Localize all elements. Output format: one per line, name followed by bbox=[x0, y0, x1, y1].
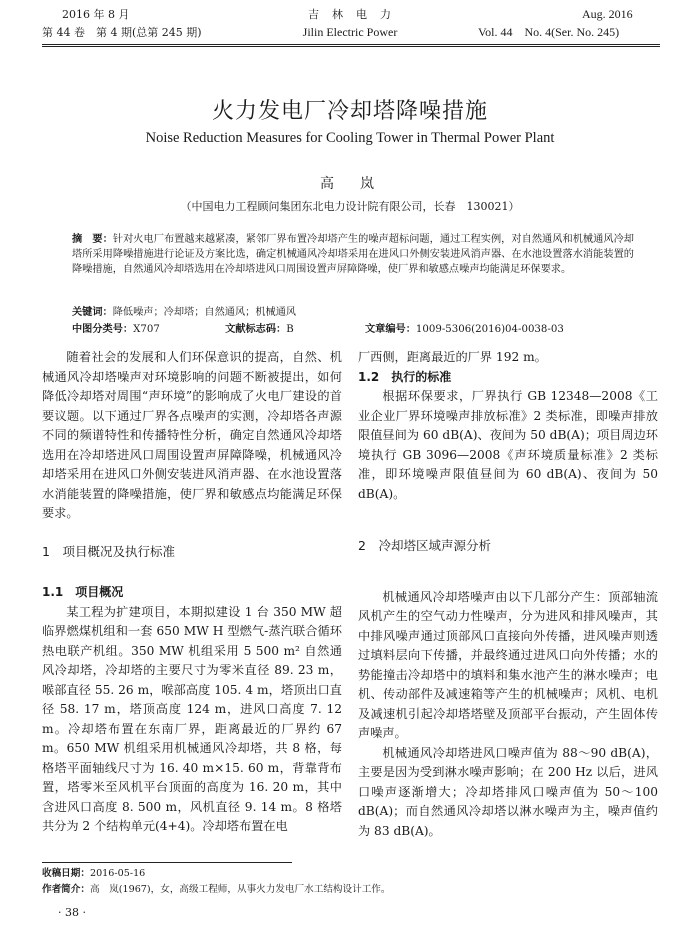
author-name: 高 岚 bbox=[320, 176, 380, 192]
footnote-received bbox=[42, 866, 145, 881]
header-journal-en: Jilin Electric Power bbox=[302, 25, 398, 39]
keywords-label: 关键词： bbox=[72, 307, 113, 318]
section-2-paragraph-2: 机械通风冷却塔进风口噪声值为 88～90 dB(A)，主要是因为受到淋水噪声影响；在 200 Hz 以后，进风口噪声逐渐增大；冷却塔排风口噪声值为 50～100 dB(A)；而自然通风冷却塔以淋水噪声为主，噪声值约为 83 dB(A)。 bbox=[358, 745, 658, 838]
page-number: · 38 · bbox=[58, 906, 86, 919]
continued-text: 厂西侧，距离最近的厂界 192 m。 bbox=[358, 350, 547, 364]
abstract bbox=[72, 232, 634, 277]
left-column bbox=[42, 348, 342, 837]
right-column bbox=[358, 348, 658, 841]
intro-paragraph: 随着社会的发展和人们环保意识的提高，自然、机械通风冷却塔噪声对环境影响的问题不断被提出，如何降低冷却塔对周围“声环境”的影响成了火电厂建设的首要议题。以下通过厂界各点噪声的实测，冷却塔各声源不同的频谱特性和传播特性分析，确定自然通风冷却塔选用在冷却塔进风口周围设置声屏障降噪，机械通风冷却塔采用在进风口外侧安装进风消声器、在水池设置落水消能装置的降噪措施，使厂界和敏感点均能满足环保要求。 bbox=[42, 350, 342, 520]
section-1-heading: 1 项目概况及执行标准 bbox=[42, 543, 175, 559]
section-1-1-heading: 1.1 项目概况 bbox=[42, 585, 124, 599]
doc-code-value: B bbox=[286, 324, 294, 335]
article-no-label: 文章编号： bbox=[364, 324, 416, 335]
header-rule-2 bbox=[42, 46, 660, 47]
clc-label: 中图分类号： bbox=[72, 324, 134, 335]
header-date-cn: 2016 年 8 月 bbox=[62, 8, 130, 21]
header-journal-cn: 吉 林 电 力 bbox=[308, 8, 392, 21]
section-1-2-heading: 1.2 执行的标准 bbox=[358, 369, 452, 384]
footnote-rule bbox=[42, 862, 292, 863]
author-info-label: 作者简介： bbox=[42, 884, 90, 895]
received-label: 收稿日期： bbox=[42, 868, 90, 879]
section-2-paragraph-1: 机械通风冷却塔噪声由以下几部分产生：顶部轴流风机产生的空气动力性噪声，分为进风和排风噪声，其中排风噪声通过顶部风口直接向外传播，进风噪声则透过填料层向下传播，并最终通过进风口向外传播；水的势能撞击冷却塔中的填料和集水池产生的淋水噪声；电机、传动部件及减速箱等产生的机械噪声；风机、电机及减速机引起冷却塔塔壁及顶部平台振动，产生固体传声噪声。 bbox=[358, 589, 658, 740]
header-rule bbox=[42, 44, 660, 45]
abstract-label: 摘 要： bbox=[72, 234, 113, 245]
header-volume-en: Vol. 44 No. 4(Ser. No. 245) bbox=[478, 25, 620, 39]
paper-title-en: Noise Reduction Measures for Cooling Tower in Thermal Power Plant bbox=[145, 130, 555, 146]
header-date-en: Aug. 2016 bbox=[582, 7, 633, 21]
doc-code-label: 文献标志码： bbox=[225, 324, 287, 335]
author-info: 高 岚(1967)，女，高级工程师，从事火力发电厂水工结构设计工作。 bbox=[89, 884, 391, 895]
keywords-text: 降低噪声；冷却塔；自然通风；机械通风 bbox=[112, 307, 297, 318]
abstract-text: 针对火电厂布置越来越紧凑，紧邻厂界布置冷却塔产生的噪声超标问题，通过工程实例，对自然通风和机械通风冷却塔所采用降噪措施进行论证及方案比选，确定机械通风冷却塔采用在进风口外侧安装进风消声器、在水池设置落水消能装置的降噪措施，自然通风冷却塔选用在冷却塔进风口周围设置声屏障降噪，使厂界和敏感点噪声均能满足环保要求。 bbox=[72, 234, 634, 275]
keywords bbox=[72, 305, 634, 320]
classification-line bbox=[72, 322, 634, 337]
affiliation: （中国电力工程顾问集团东北电力设计院有限公司，长春 130021） bbox=[180, 200, 520, 213]
paper-title-cn: 火力发电厂冷却塔降噪措施 bbox=[211, 99, 488, 124]
article-no-value: 1009-5306(2016)04-0038-03 bbox=[415, 324, 564, 335]
section-2-heading: 2 冷却塔区域声源分析 bbox=[358, 538, 491, 553]
footnote-author bbox=[42, 882, 391, 897]
section-1-1-paragraph: 某工程为扩建项目，本期拟建设 1 台 350 MW 超临界燃煤机组和一套 650 MW H 型燃气-蒸汽联合循环热电联产机组。350 MW 机组采用 5 500 m² 自然通风冷却塔，冷却塔的主要尺寸为零米直径 89. 23 m，喉部直径 55. 26 m，喉部高度 105. 4 m，塔顶出口直径 58. 17 m，塔顶高度 124 m，进风口高度 7. 12 m。冷却塔布置在东南厂界，距离最近的厂界约 67 m。650 MW 机组采用机械通风冷却塔，共 8 格，每格塔平面轴线尺寸为 16. 40 m×15. 60 m，背靠背布置，塔零米至风机平台顶面的高度为 16. 20 m，其中含进风口高度 8. 500 m，风机直径 9. 14 m。8 格塔共分为 2 个结构单元(4+4)。冷却塔布置在电 bbox=[42, 604, 342, 833]
section-1-2-paragraph: 根据环保要求，厂界执行 GB 12348—2008《工业企业厂界环境噪声排放标准》2 类标准，即噪声排放限值昼间为 60 dB(A)、夜间为 50 dB(A)；项目周边环境执行 GB 3096—2008《声环境质量标准》2 类标准，即环境噪声限值昼间为 60 dB(A)、夜间为 50 dB(A)。 bbox=[358, 389, 658, 501]
header-volume-cn: 第 44 卷 第 4 期(总第 245 期) bbox=[42, 26, 202, 39]
clc-value: X707 bbox=[133, 324, 160, 335]
received-date: 2016-05-16 bbox=[89, 868, 146, 879]
